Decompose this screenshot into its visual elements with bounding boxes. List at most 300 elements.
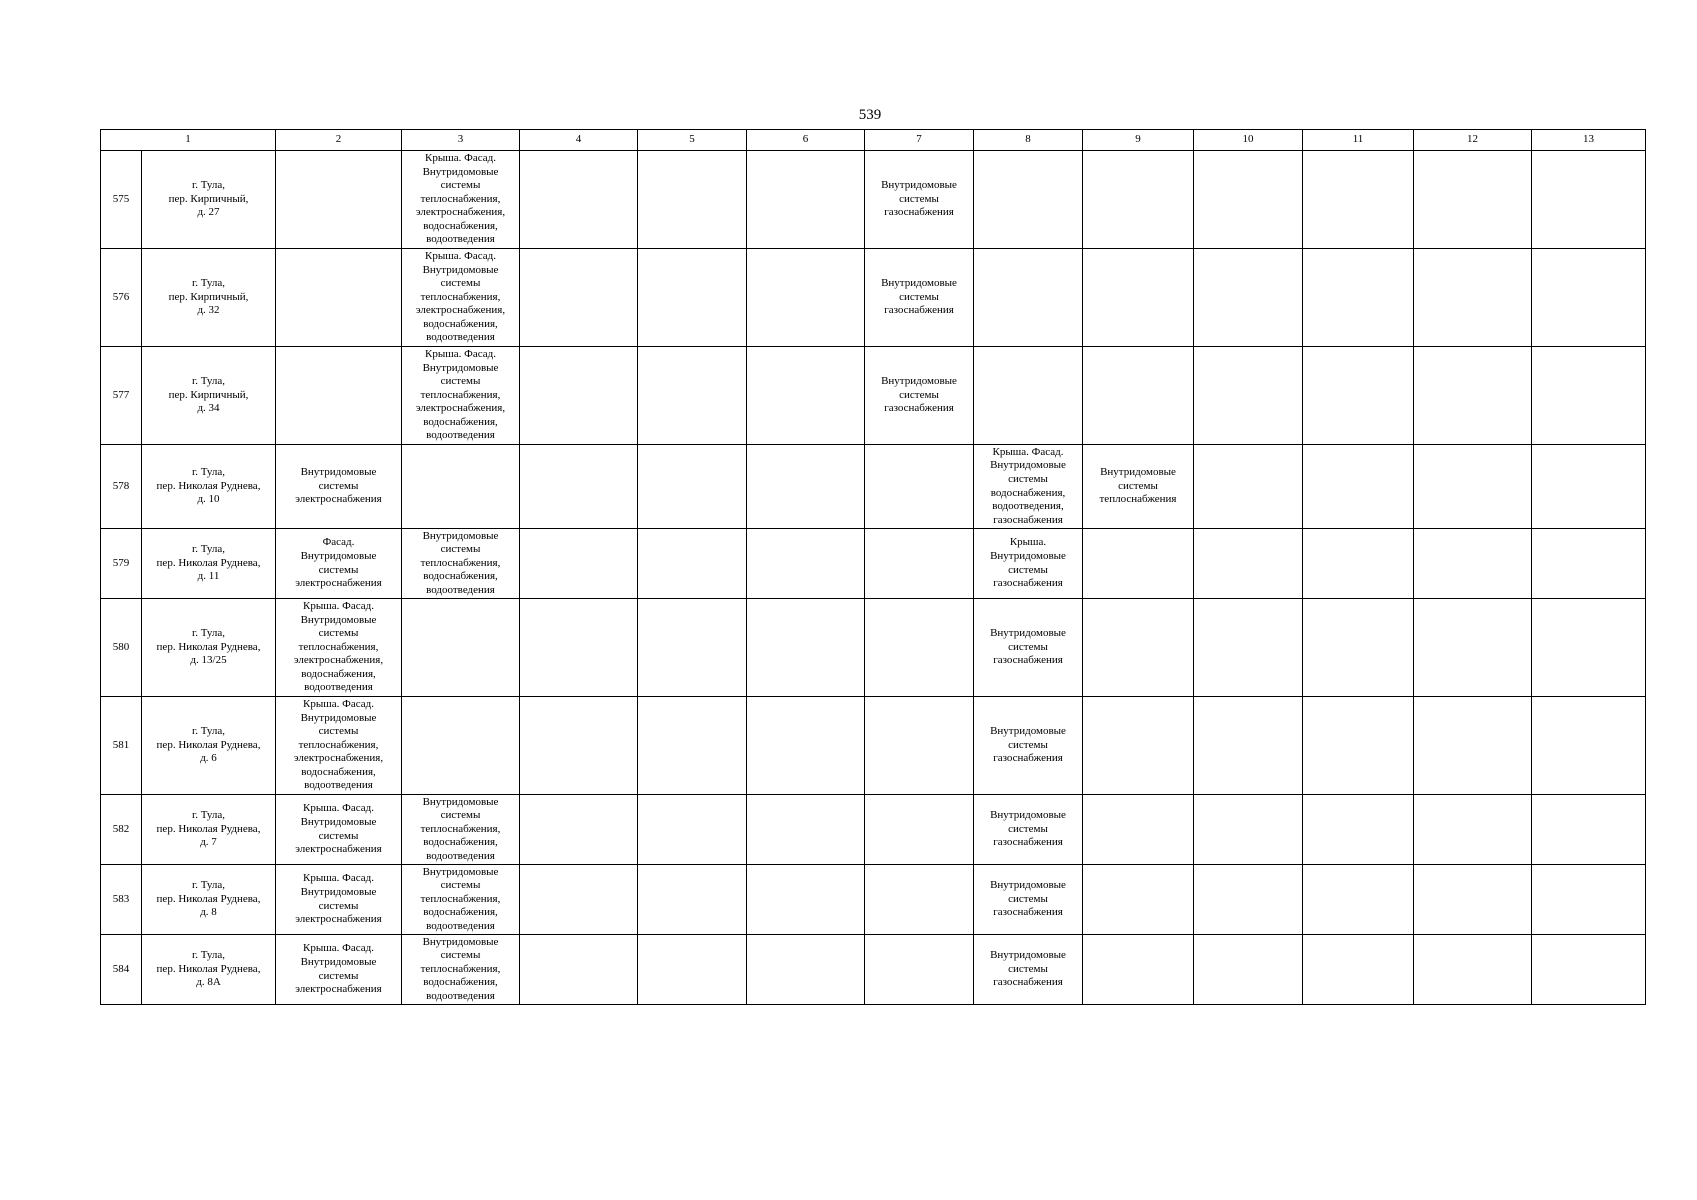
table-row: [101, 599, 1646, 697]
col-9-cell: [1083, 347, 1194, 445]
col-12-cell: [1414, 599, 1532, 697]
address-cell-line: г. Тула,: [191, 543, 226, 556]
address-cell: [142, 151, 276, 249]
col-3-cell-line: Крыша. Фасад.: [425, 151, 496, 164]
col-7-cell: [865, 347, 974, 445]
column-header-11: 11: [1303, 130, 1414, 151]
col-4-cell: [520, 599, 638, 697]
address-cell-line: д. 32: [197, 304, 220, 317]
col-2-cell: [276, 935, 402, 1005]
col-3-cell: [402, 347, 520, 445]
col-3-cell-line: водоснабжения,: [423, 570, 498, 583]
col-2-cell-line: электроснабжения: [295, 913, 382, 926]
col-2-cell: [276, 151, 402, 249]
col-3-cell-line: Внутридомовые: [422, 263, 499, 276]
col-2-cell-line: электроснабжения: [295, 493, 382, 506]
col-11-cell: [1303, 249, 1414, 347]
col-9-cell: [1083, 249, 1194, 347]
col-9-cell: [1083, 599, 1194, 697]
address-cell: [142, 795, 276, 865]
col-10-cell: [1194, 151, 1303, 249]
address-cell-line: г. Тула,: [191, 879, 226, 892]
col-4-cell: [520, 795, 638, 865]
col-7-cell: [865, 795, 974, 865]
col-3-cell-line: водоснабжения,: [423, 976, 498, 989]
col-8-cell-line: Внутридомовые: [990, 627, 1066, 640]
col-12-cell: [1414, 865, 1532, 935]
col-8-cell-line: системы: [1008, 472, 1048, 485]
col-7-cell: [865, 151, 974, 249]
table-row: [101, 697, 1646, 795]
address-cell-line: д. 13/25: [190, 654, 227, 667]
col-7-cell-line: газоснабжения: [884, 206, 954, 219]
col-3-cell: [402, 249, 520, 347]
address-cell-line: пер. Кирпичный,: [168, 290, 249, 303]
col-4-cell: [520, 865, 638, 935]
col-8-cell-line: Внутридомовые: [990, 459, 1066, 472]
col-3-cell: [402, 935, 520, 1005]
col-2-cell-line: электроснабжения,: [293, 752, 384, 765]
col-5-cell: [638, 599, 747, 697]
row-number: 582: [101, 795, 142, 865]
col-8-cell-line: газоснабжения: [993, 752, 1063, 765]
col-8-cell-line: водоотведения,: [992, 500, 1064, 513]
col-4-cell: [520, 697, 638, 795]
col-3-cell-line: Внутридомовые: [422, 935, 499, 948]
header-row: [101, 130, 1646, 151]
col-2-cell-line: системы: [318, 969, 359, 982]
col-8-cell-line: газоснабжения: [993, 976, 1063, 989]
col-6-cell: [747, 865, 865, 935]
col-10-cell: [1194, 529, 1303, 599]
col-5-cell: [638, 529, 747, 599]
col-7-cell: [865, 249, 974, 347]
col-2-cell: [276, 529, 402, 599]
col-3-cell-line: водоотведения: [426, 331, 495, 344]
col-8-cell-line: Крыша.: [1009, 536, 1047, 549]
col-11-cell: [1303, 795, 1414, 865]
col-2-cell-line: системы: [318, 479, 359, 492]
col-12-cell: [1414, 249, 1532, 347]
col-8-cell-line: газоснабжения: [993, 906, 1063, 919]
col-5-cell: [638, 347, 747, 445]
table-row: [101, 249, 1646, 347]
address-cell-line: г. Тула,: [191, 725, 226, 738]
col-2-cell-line: водоснабжения,: [301, 765, 376, 778]
col-3-cell-line: водоотведения: [426, 989, 495, 1002]
col-8-cell-line: системы: [1008, 738, 1048, 751]
col-11-cell: [1303, 529, 1414, 599]
col-3-cell-line: водоотведения: [426, 429, 495, 442]
col-9-cell: [1083, 795, 1194, 865]
col-8-cell-line: газоснабжения: [993, 654, 1063, 667]
col-11-cell: [1303, 347, 1414, 445]
col-11-cell: [1303, 697, 1414, 795]
col-10-cell: [1194, 599, 1303, 697]
col-10-cell: [1194, 347, 1303, 445]
col-3-cell: [402, 599, 520, 697]
column-header-4: 4: [520, 130, 638, 151]
col-3-cell-line: системы: [440, 879, 481, 892]
col-11-cell: [1303, 599, 1414, 697]
col-8-cell-line: газоснабжения: [993, 577, 1063, 590]
col-2-cell-line: Внутридомовые: [300, 549, 377, 562]
col-5-cell: [638, 445, 747, 529]
col-3-cell-line: теплоснабжения,: [420, 892, 501, 905]
col-2-cell-line: водоснабжения,: [301, 667, 376, 680]
col-3-cell-line: Внутридомовые: [422, 795, 499, 808]
col-11-cell: [1303, 935, 1414, 1005]
col-2-cell-line: Внутридомовые: [300, 613, 377, 626]
col-8-cell: [974, 935, 1083, 1005]
column-header-6: 6: [747, 130, 865, 151]
col-2-cell: [276, 249, 402, 347]
col-7-cell-line: системы: [899, 192, 939, 205]
col-7-cell: [865, 865, 974, 935]
address-cell-line: пер. Николая Руднева,: [156, 640, 261, 653]
address-cell-line: пер. Кирпичный,: [168, 388, 249, 401]
col-12-cell: [1414, 151, 1532, 249]
col-10-cell: [1194, 795, 1303, 865]
col-12-cell: [1414, 935, 1532, 1005]
col-3-cell-line: водоотведения: [426, 233, 495, 246]
address-cell-line: пер. Николая Руднева,: [156, 962, 261, 975]
col-8-cell-line: Внутридомовые: [990, 949, 1066, 962]
col-4-cell: [520, 249, 638, 347]
address-cell-line: пер. Николая Руднева,: [156, 822, 261, 835]
column-header-10: 10: [1194, 130, 1303, 151]
col-3-cell-line: водоснабжения,: [423, 415, 498, 428]
col-2-cell-line: электроснабжения: [295, 843, 382, 856]
col-2-cell: [276, 865, 402, 935]
row-number: 578: [101, 445, 142, 529]
col-3-cell-line: водоотведения: [426, 583, 495, 596]
col-3-cell: [402, 865, 520, 935]
table-row: [101, 445, 1646, 529]
col-8-cell-line: газоснабжения: [993, 836, 1063, 849]
address-cell-line: пер. Николая Руднева,: [156, 738, 261, 751]
col-2-cell-line: системы: [318, 563, 359, 576]
col-3-cell-line: Крыша. Фасад.: [425, 249, 496, 262]
table-row: [101, 935, 1646, 1005]
col-8-cell: [974, 865, 1083, 935]
col-13-cell: [1532, 151, 1646, 249]
col-12-cell: [1414, 529, 1532, 599]
col-3-cell-line: Внутридомовые: [422, 165, 499, 178]
column-header-8: 8: [974, 130, 1083, 151]
address-cell: [142, 347, 276, 445]
col-3-cell-line: Внутридомовые: [422, 865, 499, 878]
col-3-cell-line: водоотведения: [426, 849, 495, 862]
address-cell-line: пер. Николая Руднева,: [156, 479, 261, 492]
col-2-cell: [276, 599, 402, 697]
col-13-cell: [1532, 935, 1646, 1005]
col-8-cell: [974, 347, 1083, 445]
column-header-13: 13: [1532, 130, 1646, 151]
col-3-cell-line: системы: [440, 543, 481, 556]
col-2-cell: [276, 445, 402, 529]
col-11-cell: [1303, 865, 1414, 935]
col-10-cell: [1194, 697, 1303, 795]
col-3-cell-line: теплоснабжения,: [420, 388, 501, 401]
address-cell-line: д. 7: [200, 836, 217, 849]
col-11-cell: [1303, 445, 1414, 529]
col-2-cell-line: Внутридомовые: [300, 711, 377, 724]
address-cell-line: д. 11: [197, 570, 220, 583]
col-3-cell-line: системы: [440, 375, 481, 388]
col-8-cell: [974, 599, 1083, 697]
col-10-cell: [1194, 935, 1303, 1005]
address-cell-line: д. 8: [200, 906, 217, 919]
address-cell-line: д. 6: [200, 752, 217, 765]
address-cell-line: г. Тула,: [191, 375, 226, 388]
col-13-cell: [1532, 697, 1646, 795]
col-5-cell: [638, 795, 747, 865]
col-2-cell-line: Крыша. Фасад.: [303, 599, 374, 612]
col-2-cell: [276, 795, 402, 865]
row-number: 577: [101, 347, 142, 445]
col-13-cell: [1532, 445, 1646, 529]
col-3-cell: [402, 529, 520, 599]
col-2-cell-line: Крыша. Фасад.: [303, 942, 374, 955]
col-2-cell-line: водоотведения: [304, 779, 373, 792]
address-cell-line: д. 8А: [196, 976, 221, 989]
address-cell-line: пер. Николая Руднева,: [156, 556, 261, 569]
col-2-cell: [276, 697, 402, 795]
table-row: [101, 795, 1646, 865]
col-13-cell: [1532, 865, 1646, 935]
col-3-cell-line: водоснабжения,: [423, 317, 498, 330]
col-2-cell-line: Крыша. Фасад.: [303, 802, 374, 815]
col-2-cell-line: Внутридомовые: [300, 885, 377, 898]
col-8-cell: [974, 249, 1083, 347]
address-cell: [142, 529, 276, 599]
col-10-cell: [1194, 249, 1303, 347]
col-2-cell-line: Внутридомовые: [300, 466, 377, 479]
col-3-cell-line: Внутридомовые: [422, 529, 499, 542]
col-8-cell: [974, 529, 1083, 599]
column-header-3: 3: [402, 130, 520, 151]
col-6-cell: [747, 249, 865, 347]
col-3-cell-line: водоснабжения,: [423, 219, 498, 232]
col-11-cell: [1303, 151, 1414, 249]
col-9-cell-line: системы: [1118, 479, 1158, 492]
col-3-cell-line: водоотведения: [426, 919, 495, 932]
column-header-7: 7: [865, 130, 974, 151]
col-9-cell-line: теплоснабжения: [1099, 493, 1177, 506]
col-3-cell-line: теплоснабжения,: [420, 822, 501, 835]
col-9-cell: [1083, 445, 1194, 529]
col-3-cell-line: Внутридомовые: [422, 361, 499, 374]
col-5-cell: [638, 935, 747, 1005]
col-6-cell: [747, 935, 865, 1005]
col-2-cell-line: системы: [318, 829, 359, 842]
col-6-cell: [747, 529, 865, 599]
address-cell-line: г. Тула,: [191, 809, 226, 822]
address-cell-line: д. 27: [197, 206, 220, 219]
col-3-cell-line: водоснабжения,: [423, 906, 498, 919]
col-8-cell-line: газоснабжения: [993, 513, 1063, 526]
col-12-cell: [1414, 347, 1532, 445]
col-3-cell-line: системы: [440, 277, 481, 290]
col-9-cell: [1083, 697, 1194, 795]
address-cell-line: д. 34: [197, 402, 220, 415]
address-cell: [142, 599, 276, 697]
col-8-cell-line: системы: [1008, 962, 1048, 975]
col-3-cell-line: электроснабжения,: [415, 402, 506, 415]
col-3-cell-line: Крыша. Фасад.: [425, 347, 496, 360]
col-4-cell: [520, 529, 638, 599]
row-number: 581: [101, 697, 142, 795]
col-8-cell-line: Внутридомовые: [990, 725, 1066, 738]
address-cell: [142, 865, 276, 935]
col-8-cell: [974, 697, 1083, 795]
col-8-cell: [974, 795, 1083, 865]
col-3-cell-line: электроснабжения,: [415, 206, 506, 219]
col-2-cell-line: электроснабжения,: [293, 654, 384, 667]
address-cell-line: пер. Николая Руднева,: [156, 892, 261, 905]
col-3-cell: [402, 795, 520, 865]
address-cell-line: пер. Кирпичный,: [168, 192, 249, 205]
col-9-cell: [1083, 865, 1194, 935]
col-6-cell: [747, 445, 865, 529]
col-8-cell-line: Крыша. Фасад.: [992, 445, 1064, 458]
col-8-cell-line: системы: [1008, 563, 1048, 576]
col-7-cell-line: Внутридомовые: [881, 179, 957, 192]
col-2-cell-line: Внутридомовые: [300, 955, 377, 968]
col-3-cell: [402, 697, 520, 795]
col-8-cell-line: Внутридомовые: [990, 549, 1066, 562]
col-4-cell: [520, 347, 638, 445]
address-cell: [142, 935, 276, 1005]
col-8-cell-line: Внутридомовые: [990, 809, 1066, 822]
table-row: [101, 347, 1646, 445]
address-cell-line: г. Тула,: [191, 466, 226, 479]
row-number: 580: [101, 599, 142, 697]
col-13-cell: [1532, 795, 1646, 865]
col-6-cell: [747, 599, 865, 697]
row-number: 579: [101, 529, 142, 599]
address-cell: [142, 445, 276, 529]
col-5-cell: [638, 249, 747, 347]
col-4-cell: [520, 151, 638, 249]
col-4-cell: [520, 445, 638, 529]
col-3-cell-line: теплоснабжения,: [420, 962, 501, 975]
col-2-cell-line: системы: [318, 725, 359, 738]
col-7-cell-line: газоснабжения: [884, 402, 954, 415]
col-10-cell: [1194, 445, 1303, 529]
col-2-cell-line: системы: [318, 627, 359, 640]
col-2-cell-line: Внутридомовые: [300, 815, 377, 828]
col-7-cell-line: системы: [899, 290, 939, 303]
col-13-cell: [1532, 249, 1646, 347]
col-7-cell: [865, 529, 974, 599]
col-3-cell-line: теплоснабжения,: [420, 290, 501, 303]
col-7-cell-line: Внутридомовые: [881, 277, 957, 290]
col-2-cell-line: электроснабжения: [295, 983, 382, 996]
col-3-cell: [402, 151, 520, 249]
col-6-cell: [747, 347, 865, 445]
col-12-cell: [1414, 697, 1532, 795]
col-12-cell: [1414, 795, 1532, 865]
row-number: 575: [101, 151, 142, 249]
address-cell-line: д. 10: [197, 493, 220, 506]
col-2-cell-line: электроснабжения: [295, 577, 382, 590]
col-2-cell-line: теплоснабжения,: [298, 640, 379, 653]
col-9-cell: [1083, 151, 1194, 249]
table-row: [101, 529, 1646, 599]
col-5-cell: [638, 697, 747, 795]
col-3-cell-line: водоснабжения,: [423, 836, 498, 849]
col-7-cell: [865, 935, 974, 1005]
col-10-cell: [1194, 865, 1303, 935]
col-2-cell-line: Фасад.: [322, 536, 355, 549]
address-cell-line: г. Тула,: [191, 949, 226, 962]
col-13-cell: [1532, 599, 1646, 697]
address-cell-line: г. Тула,: [191, 277, 226, 290]
col-2-cell-line: Крыша. Фасад.: [303, 697, 374, 710]
col-7-cell: [865, 445, 974, 529]
col-2-cell-line: системы: [318, 899, 359, 912]
column-header-5: 5: [638, 130, 747, 151]
col-8-cell-line: водоснабжения,: [990, 486, 1066, 499]
col-3-cell: [402, 445, 520, 529]
col-8-cell-line: системы: [1008, 640, 1048, 653]
col-2-cell-line: теплоснабжения,: [298, 738, 379, 751]
repair-schedule-table: [100, 129, 1646, 1005]
col-7-cell: [865, 697, 974, 795]
col-8-cell: [974, 445, 1083, 529]
row-number: 583: [101, 865, 142, 935]
col-3-cell-line: системы: [440, 179, 481, 192]
col-3-cell-line: теплоснабжения,: [420, 192, 501, 205]
col-6-cell: [747, 151, 865, 249]
page-number: 539: [858, 107, 882, 123]
column-header-2: 2: [276, 130, 402, 151]
table-row: [101, 151, 1646, 249]
col-3-cell-line: системы: [440, 949, 481, 962]
col-2-cell-line: Крыша. Фасад.: [303, 872, 374, 885]
address-cell-line: г. Тула,: [191, 179, 226, 192]
address-cell-line: г. Тула,: [191, 627, 226, 640]
col-3-cell-line: теплоснабжения,: [420, 556, 501, 569]
col-12-cell: [1414, 445, 1532, 529]
col-6-cell: [747, 795, 865, 865]
col-9-cell-line: Внутридомовые: [1100, 466, 1176, 479]
col-2-cell: [276, 347, 402, 445]
col-8-cell: [974, 151, 1083, 249]
col-13-cell: [1532, 347, 1646, 445]
col-13-cell: [1532, 529, 1646, 599]
column-header-9: 9: [1083, 130, 1194, 151]
table-row: [101, 865, 1646, 935]
table-body: [101, 151, 1646, 1005]
col-7-cell: [865, 599, 974, 697]
row-number: 584: [101, 935, 142, 1005]
col-2-cell-line: водоотведения: [304, 681, 373, 694]
address-cell: [142, 249, 276, 347]
col-9-cell: [1083, 935, 1194, 1005]
address-cell: [142, 697, 276, 795]
col-5-cell: [638, 151, 747, 249]
col-7-cell-line: системы: [899, 388, 939, 401]
col-7-cell-line: Внутридомовые: [881, 375, 957, 388]
col-3-cell-line: электроснабжения,: [415, 304, 506, 317]
col-7-cell-line: газоснабжения: [884, 304, 954, 317]
column-header-12: 12: [1414, 130, 1532, 151]
col-5-cell: [638, 865, 747, 935]
col-9-cell: [1083, 529, 1194, 599]
